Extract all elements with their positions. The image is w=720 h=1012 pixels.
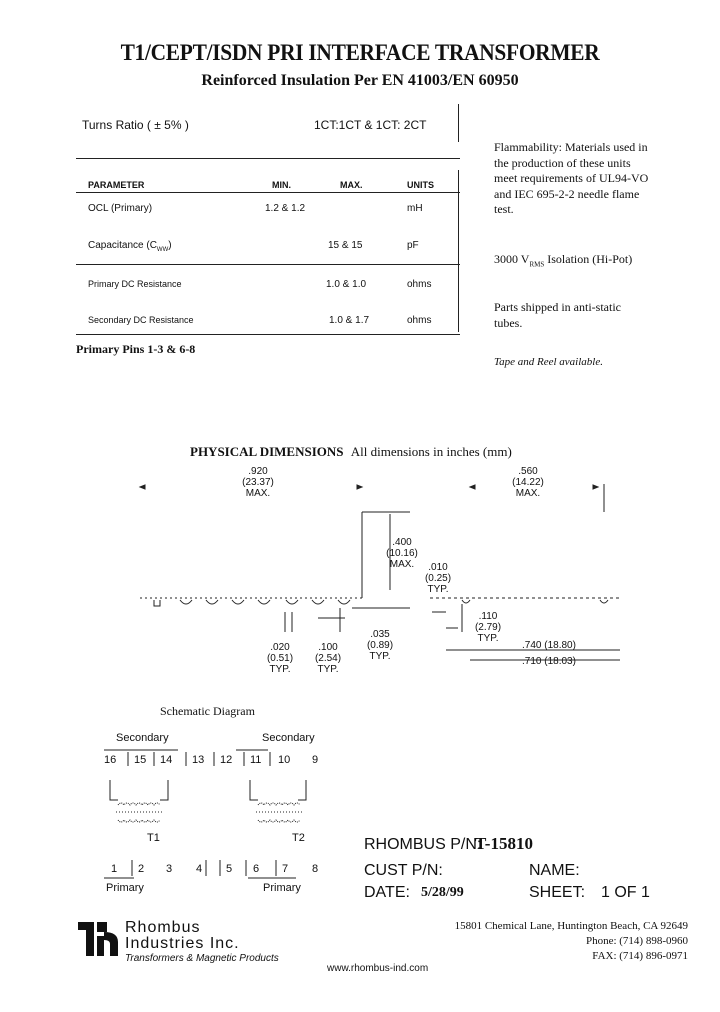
pin-14: 14	[160, 754, 173, 766]
row-secondary-dcr-max: 1.0 & 1.7	[329, 315, 370, 326]
rhombus-pn-value: T-15810	[475, 834, 533, 853]
row-primary-dcr-param: Primary DC Resistance	[88, 279, 182, 289]
dim-line: .020	[270, 642, 290, 653]
flammability-line: the production of these units	[494, 155, 631, 170]
dim-line: .920	[248, 466, 268, 477]
name-label: NAME:	[529, 862, 580, 879]
dim-line: (2.54)	[314, 653, 342, 664]
t1-label: T1	[147, 832, 160, 844]
company-fax: FAX: (714) 896-0971	[592, 950, 688, 962]
capacitance-close: )	[168, 240, 172, 251]
t1-primary-label: Primary	[106, 882, 144, 894]
pin-16: 16	[104, 754, 117, 766]
t2-secondary-label: Secondary	[262, 732, 315, 744]
rhombus-pn-label: RHOMBUS P/N:	[364, 836, 482, 853]
flammability-line: and IEC 695-2-2 needle flame	[494, 186, 640, 201]
flammability-line: Flammability: Materials used in	[494, 140, 648, 154]
t2-label: T2	[292, 832, 305, 844]
col-parameter: PARAMETER	[88, 180, 145, 190]
row-primary-dcr-max: 1.0 & 1.0	[326, 279, 367, 290]
date-label: DATE:	[364, 884, 410, 901]
row-capacitance-max: 15 & 15	[328, 240, 363, 251]
cust-pn-label: CUST P/N:	[364, 862, 443, 879]
pin-5: 5	[226, 863, 233, 875]
sheet-value: 1 OF 1	[601, 884, 650, 901]
row-primary-dcr-units: ohms	[407, 279, 432, 290]
row-ocl-min: 1.2 & 1.2	[265, 203, 306, 214]
dim-line: .035	[370, 629, 390, 640]
date-value: 5/28/99	[421, 885, 464, 900]
company-website[interactable]: www.rhombus-ind.com	[327, 963, 429, 974]
dim-line: TYP.	[317, 664, 339, 675]
dim-line: MAX.	[245, 488, 271, 499]
dimensions-title: PHYSICAL DIMENSIONS	[190, 444, 344, 459]
pin-11: 11	[250, 754, 262, 766]
dim-line: .400	[392, 537, 412, 548]
t1-secondary-label: Secondary	[116, 732, 169, 744]
antistatic-line: Parts shipped in anti-static	[494, 300, 621, 314]
dim-line: (23.37)	[242, 477, 274, 488]
pin-13: 13	[192, 754, 205, 766]
company-tagline: Transformers & Magnetic Products	[125, 953, 279, 964]
dim-line: (0.25)	[424, 573, 452, 584]
pin-3: 3	[166, 863, 173, 875]
pin-8: 8	[312, 863, 319, 875]
company-address: 15801 Chemical Lane, Huntington Beach, CA 92649	[454, 920, 688, 932]
dim-line: (14.22)	[512, 477, 544, 488]
dim-line: .100	[318, 642, 338, 653]
dim-line: (0.51)	[266, 653, 294, 664]
sheet-label: SHEET:	[529, 884, 586, 901]
span-max-dimension: .740 (18.80)	[522, 640, 576, 651]
pin-9: 9	[312, 754, 319, 766]
page-title: T1/CEPT/ISDN PRI INTERFACE TRANSFORMER	[120, 40, 600, 65]
turns-ratio-value: 1CT:1CT & 1CT: 2CT	[314, 118, 427, 132]
col-max: MAX.	[340, 180, 363, 190]
dimensions-units-note: All dimensions in inches (mm)	[350, 444, 512, 459]
company-phone: Phone: (714) 898-0960	[585, 935, 688, 947]
company-name-line2: Industries Inc.	[125, 935, 240, 952]
dim-line: MAX.	[389, 559, 415, 570]
dim-line: TYP.	[427, 584, 449, 595]
company-name-line1: Rhombus	[125, 919, 201, 936]
pin-4: 4	[196, 863, 203, 875]
antistatic-line: tubes.	[494, 315, 523, 330]
pin-6: 6	[253, 863, 260, 875]
page-subtitle: Reinforced Insulation Per EN 41003/EN 60950	[201, 72, 519, 89]
dim-line: TYP.	[477, 633, 499, 644]
dim-line: .110	[478, 611, 498, 622]
flammability-line: test.	[494, 202, 514, 216]
isolation-subscript: RMS	[529, 260, 545, 269]
col-min: MIN.	[272, 180, 291, 190]
pin-2: 2	[138, 863, 145, 875]
dim-line: (0.89)	[366, 640, 394, 651]
pin-7: 7	[282, 863, 289, 875]
row-capacitance-units: pF	[407, 240, 419, 251]
t2-primary-label: Primary	[263, 882, 301, 894]
tape-reel-note: Tape and Reel available.	[494, 356, 603, 368]
dim-line: .560	[518, 466, 538, 477]
pin-12: 12	[220, 754, 233, 766]
col-units: UNITS	[407, 180, 434, 190]
row-secondary-dcr-param: Secondary DC Resistance	[88, 315, 194, 325]
pin-10: 10	[278, 754, 291, 766]
pin-1: 1	[111, 863, 118, 875]
isolation-label: Isolation (Hi-Pot)	[544, 252, 633, 266]
dim-line: MAX.	[515, 488, 541, 499]
dim-line: TYP.	[369, 651, 391, 662]
span-min-dimension: .710 (18.03)	[522, 656, 576, 667]
isolation-voltage: 3000 V	[494, 252, 530, 266]
dim-line: (2.79)	[474, 622, 502, 633]
schematic-title: Schematic Diagram	[160, 704, 255, 718]
dim-line: TYP.	[269, 664, 291, 675]
primary-pins-note: Primary Pins 1-3 & 6-8	[76, 342, 196, 356]
dim-line: .010	[428, 562, 448, 573]
row-ocl-units: mH	[407, 203, 423, 214]
row-ocl-param: OCL (Primary)	[88, 203, 153, 214]
turns-ratio-label: Turns Ratio ( ± 5% )	[82, 118, 189, 132]
flammability-line: meet requirements of UL94-VO	[494, 171, 649, 185]
capacitance-subscript: WW	[156, 247, 169, 253]
row-secondary-dcr-units: ohms	[407, 315, 432, 326]
dim-line: (10.16)	[386, 548, 418, 559]
capacitance-label: Capacitance (C	[88, 240, 157, 251]
pin-15: 15	[134, 754, 147, 766]
